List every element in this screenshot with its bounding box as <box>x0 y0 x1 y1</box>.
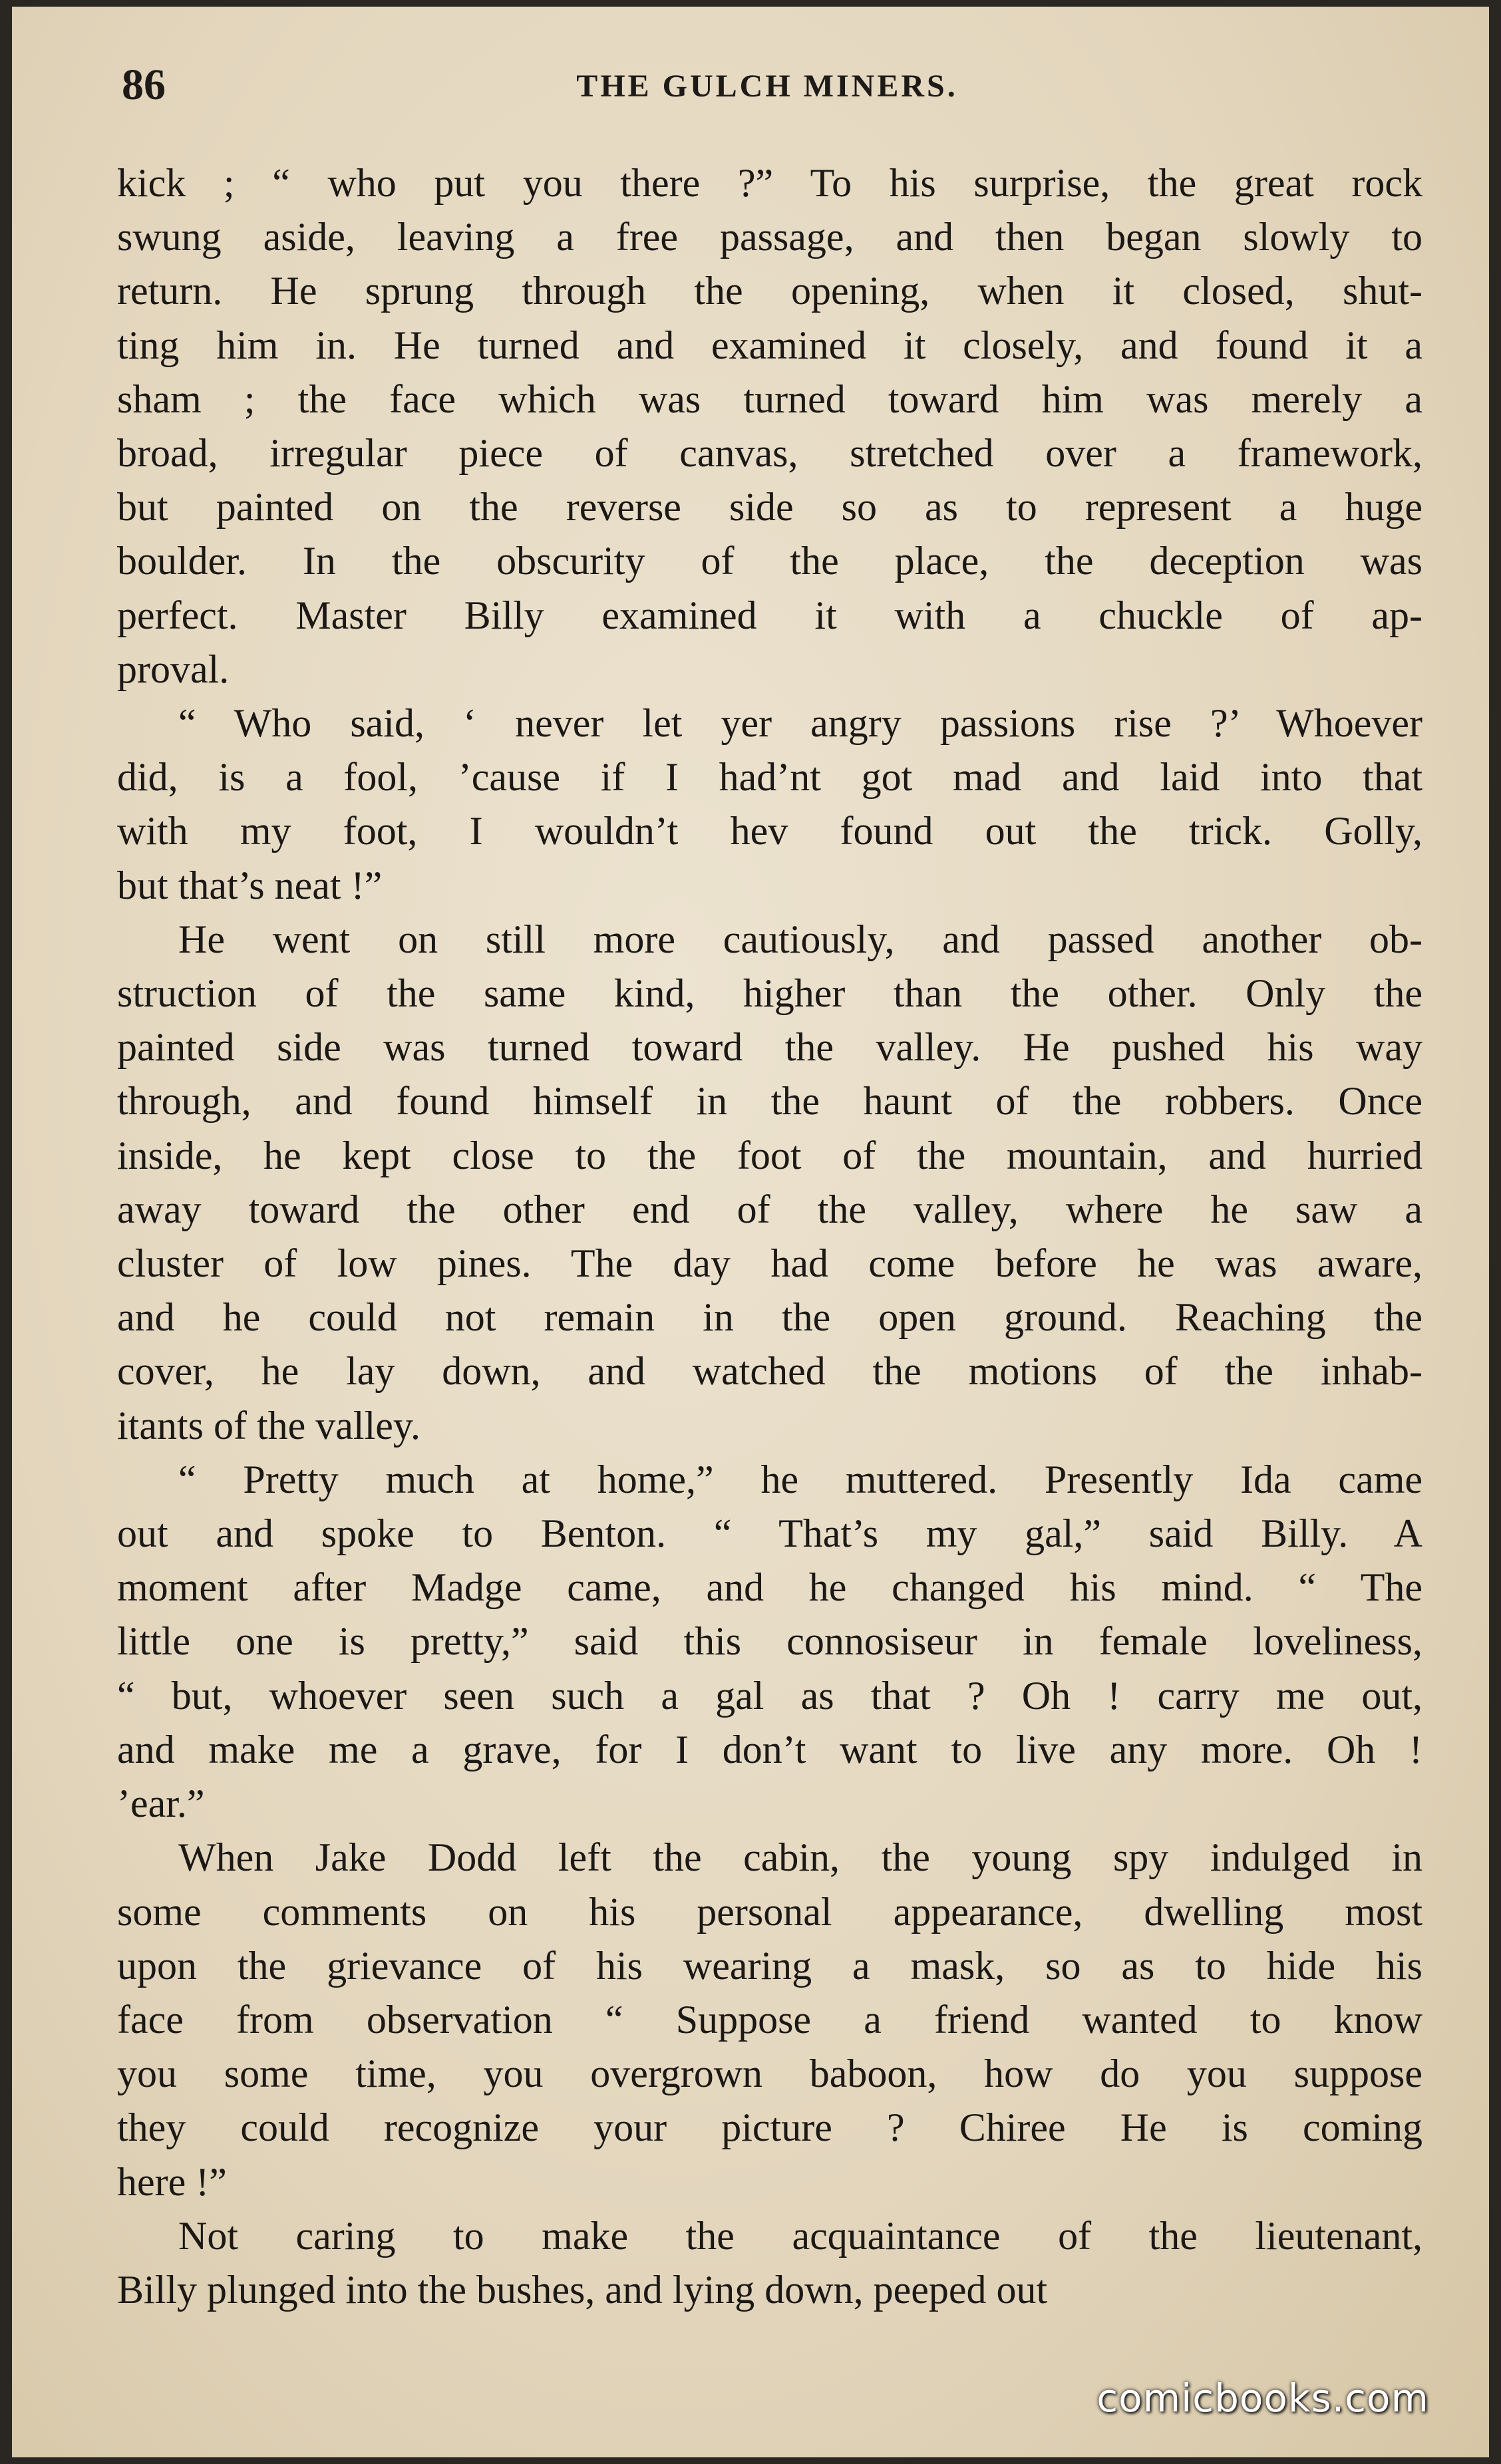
text-line: but painted on the reverse side so as to represent a huge <box>117 485 1422 530</box>
text-line: but that’s neat !” <box>117 863 383 907</box>
text-line: kick ; “ who put you there ?” To his surprise, the great rock <box>117 161 1422 205</box>
text-line: ting him in. He turned and examined it closely, and found it a <box>117 323 1422 367</box>
paragraph <box>117 156 1422 696</box>
paragraph <box>117 696 1422 913</box>
book-page <box>12 7 1489 2457</box>
text-line: inside, he kept close to the foot of the mountain, and hurried <box>117 1133 1422 1177</box>
page-number: 86 <box>122 61 166 109</box>
text-line: did, is a fool, ’cause if I had’nt got mad and laid into that <box>117 755 1422 800</box>
text-line: out and spoke to Benton. “ That’s my gal,” said Billy. A <box>117 1511 1422 1556</box>
text-line: you some time, you overgrown baboon, how do you suppose <box>117 2052 1422 2096</box>
text-line: Billy plunged into the bushes, and lying down, peeped out <box>117 2267 1048 2312</box>
text-line: itants of the valley. <box>117 1403 420 1448</box>
text-line: ’ear.” <box>117 1781 205 1826</box>
text-line: perfect. Master Billy examined it with a chuckle of ap- <box>117 593 1422 637</box>
text-line: swung aside, leaving a free passage, and then began slowly to <box>117 215 1422 259</box>
text-line: through, and found himself in the haunt of the robbers. Once <box>117 1079 1422 1124</box>
text-line: cover, he lay down, and watched the motions of the inhab- <box>117 1349 1422 1394</box>
text-line: they could recognize your picture ? Chiree He is coming <box>117 2105 1422 2150</box>
text-line: return. He sprung through the opening, when it closed, shut- <box>117 269 1422 313</box>
text-line: struction of the same kind, higher than the other. Only the <box>117 971 1422 1016</box>
text-line: away toward the other end of the valley, where he saw a <box>117 1187 1422 1231</box>
text-line: little one is pretty,” said this connosiseur in female loveliness, <box>117 1619 1422 1664</box>
text-line: and he could not remain in the open ground. Reaching the <box>117 1295 1422 1340</box>
running-head: THE GULCH MINERS. <box>576 69 958 104</box>
text-line: face from observation “ Suppose a friend wanted to know <box>117 1997 1422 2042</box>
text-line: some comments on his personal appearance, dwelling most <box>117 1889 1422 1934</box>
paragraph <box>117 913 1422 1453</box>
text-line: here !” <box>117 2159 227 2204</box>
text-line: proval. <box>117 647 230 691</box>
text-line: moment after Madge came, and he changed his mind. “ The <box>117 1565 1422 1610</box>
text-line: When Jake Dodd left the cabin, the young spy indulged in <box>178 1835 1422 1880</box>
text-line: with my foot, I wouldn’t hev found out the trick. Golly, <box>117 809 1422 853</box>
text-line: “ Pretty much at home,” he muttered. Presently Ida came <box>178 1457 1422 1501</box>
text-line: sham ; the face which was turned toward him was merely a <box>117 377 1422 421</box>
paragraph <box>117 2209 1422 2317</box>
text-line: broad, irregular piece of canvas, stretched over a framework, <box>117 431 1422 476</box>
text-line: “ but, whoever seen such a gal as that ? Oh ! carry me out, <box>117 1673 1422 1718</box>
text-line: “ Who said, ‘ never let yer angry passions rise ?’ Whoever <box>178 701 1422 746</box>
text-line: He went on still more cautiously, and passed another ob- <box>178 917 1422 961</box>
watermark: comicbooks.com <box>1096 2376 1429 2421</box>
text-line: and make me a grave, for I don’t want to live any more. Oh ! <box>117 1727 1422 1771</box>
body-text <box>117 156 1422 2317</box>
text-line: boulder. In the obscurity of the place, the deception was <box>117 539 1422 583</box>
text-line: Not caring to make the acquaintance of the lieutenant, <box>178 2213 1422 2258</box>
text-line: cluster of low pines. The day had come before he was aware, <box>117 1241 1422 1286</box>
page-header <box>112 53 1422 126</box>
text-line: painted side was turned toward the valley. He pushed his way <box>117 1025 1422 1070</box>
text-line: upon the grievance of his wearing a mask, so as to hide his <box>117 1943 1422 1988</box>
paragraph <box>117 1831 1422 2209</box>
paragraph <box>117 1453 1422 1831</box>
